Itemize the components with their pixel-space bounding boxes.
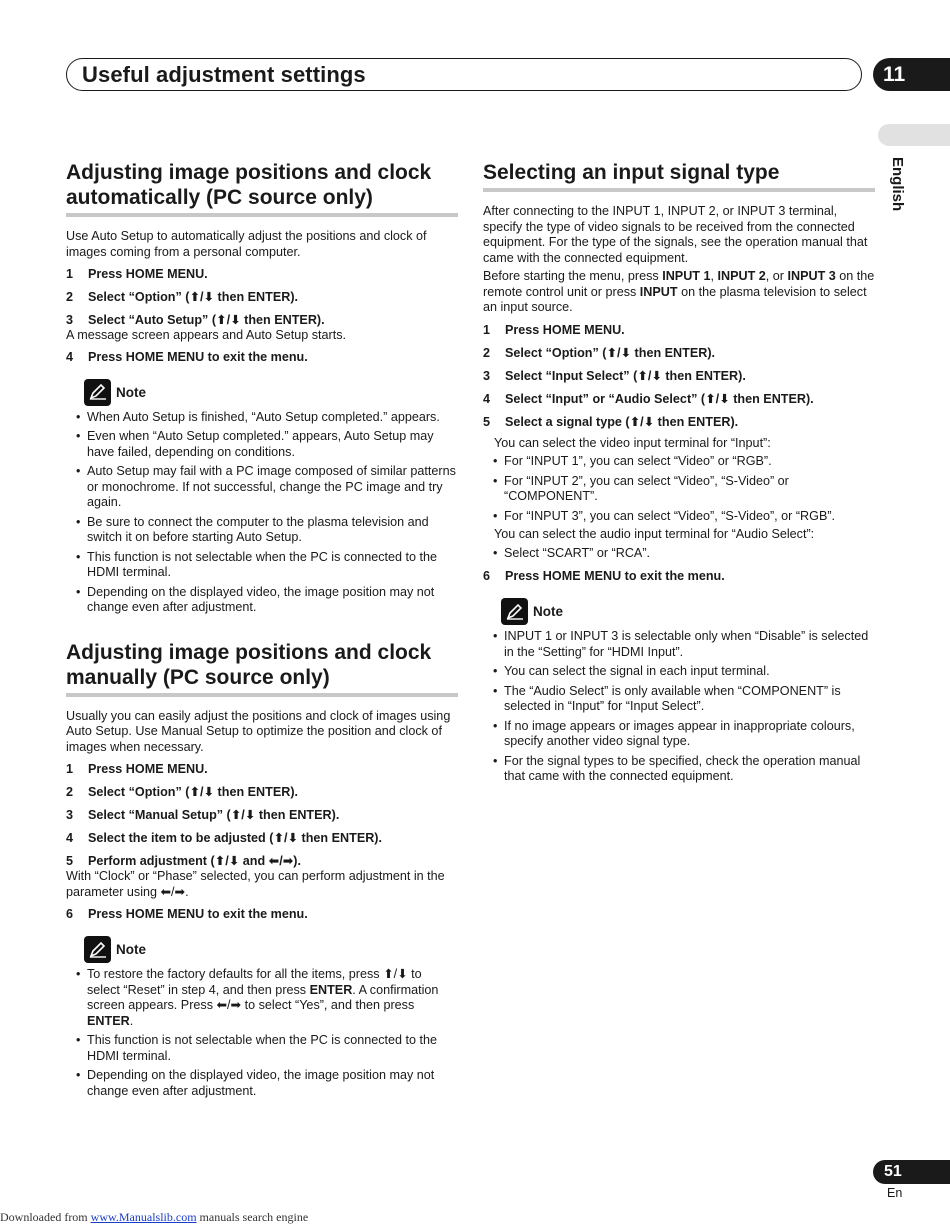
step-item: 5 Select a signal type (⬆/⬇ then ENTER). <box>483 414 739 429</box>
manualslib-link[interactable]: www.Manualslib.com <box>90 1210 197 1224</box>
step-item: 5 Perform adjustment (⬆/⬇ and ⬅/➡). <box>66 854 301 868</box>
step-description: A message screen appears and Auto Setup starts. <box>66 328 347 342</box>
note-block <box>483 598 875 625</box>
list-item: • Be sure to connect the computer to the plasma television and switch it on before starting Auto Setup. <box>66 515 458 546</box>
list-item: • Depending on the displayed video, the image position may not change even after adjustment. <box>66 585 458 616</box>
step-item: 1 Press HOME MENU. <box>66 267 208 281</box>
note-block <box>66 936 458 963</box>
note-block <box>66 379 458 406</box>
step-item: 3 Select “Auto Setup” (⬆/⬇ then ENTER). <box>66 313 325 327</box>
language-tab <box>878 124 950 146</box>
step-item: 6 Press HOME MENU to exit the menu. <box>483 569 725 583</box>
list-item: • To restore the factory defaults for all the items, press ⬆/⬇ to select “Reset” in step 4, and then press ENTER. A confirmation screen appears. Press ⬅/➡ to select “Yes”, and then press ENTER. <box>66 967 458 1029</box>
left-column <box>66 160 458 1099</box>
download-footer: Downloaded from www.Manualslib.com manuals search engine <box>0 1210 309 1224</box>
language-label: English <box>889 157 906 212</box>
list-item: • INPUT 1 or INPUT 3 is selectable only when “Disable” is selected in the “Setting” for “HDMI Input”. <box>483 629 875 660</box>
page-header <box>66 58 862 91</box>
step-list <box>483 323 875 430</box>
step-item: 2 Select “Option” (⬆/⬇ then ENTER). <box>66 290 299 304</box>
list-item: • If no image appears or images appear in inappropriate colours, specify another video signal type. <box>483 719 875 750</box>
page-language: En <box>887 1186 903 1200</box>
section-heading-manual-adjust: Adjusting image positions and clock manually (PC source only) <box>66 640 458 697</box>
section-intro-2: Before starting the menu, press INPUT 1, INPUT 2, or INPUT 3 on the remote control unit or press INPUT on the plasma television to select an input source. <box>483 269 875 314</box>
list-item: • For “INPUT 3”, you can select “Video”, “S-Video”, or “RGB”. <box>483 509 875 525</box>
list-item: • For “INPUT 2”, you can select “Video”, “S-Video” or “COMPONENT”. <box>483 474 875 505</box>
section-intro: Use Auto Setup to automatically adjust the positions and clock of images coming from a personal computer. <box>66 229 427 259</box>
step-item: 1 Press HOME MENU. <box>483 322 625 337</box>
step-item: 1 Press HOME MENU. <box>66 762 208 776</box>
list-item: • Depending on the displayed video, the image position may not change even after adjustment. <box>66 1068 458 1099</box>
list-item: • This function is not selectable when the PC is connected to the HDMI terminal. <box>66 550 458 581</box>
list-item: • You can select the signal in each input terminal. <box>483 664 875 680</box>
list-item: • When Auto Setup is finished, “Auto Setup completed.” appears. <box>66 410 458 426</box>
step-list <box>66 762 458 922</box>
list-item: • Select “SCART” or “RCA”. <box>483 546 875 562</box>
chapter-tab: 11 <box>873 58 950 91</box>
step-item: 3 Select “Input Select” (⬆/⬇ then ENTER). <box>483 368 746 383</box>
step-item: 3 Select “Manual Setup” (⬆/⬇ then ENTER). <box>66 808 340 822</box>
pencil-note-icon <box>84 379 111 406</box>
audio-select-intro: You can select the audio input terminal for “Audio Select”: <box>494 527 815 541</box>
section-intro: Usually you can easily adjust the positions and clock of images using Auto Setup. Use Manual Setup to optimize the position and clock of images when necessary. <box>66 708 451 754</box>
pencil-note-icon <box>501 598 528 625</box>
video-select-intro: You can select the video input terminal for “Input”: <box>494 435 771 450</box>
step-item: 6 Press HOME MENU to exit the menu. <box>66 907 308 921</box>
section-heading-input-signal: Selecting an input signal type <box>483 160 875 192</box>
note-heading: Note <box>501 598 875 625</box>
list-item: • This function is not selectable when the PC is connected to the HDMI terminal. <box>66 1033 458 1064</box>
page-title: Useful adjustment settings <box>82 61 366 87</box>
list-item: • For “INPUT 1”, you can select “Video” or “RGB”. <box>483 454 875 470</box>
step-item: 2 Select “Option” (⬆/⬇ then ENTER). <box>483 345 716 360</box>
step-item: 4 Press HOME MENU to exit the menu. <box>66 349 308 364</box>
audio-options-list <box>483 546 875 562</box>
pencil-note-icon <box>84 936 111 963</box>
note-heading: Note <box>84 936 458 963</box>
step-item: 4 Select the item to be adjusted (⬆/⬇ then ENTER). <box>66 831 383 845</box>
video-options-list <box>483 454 875 524</box>
list-item: • The “Audio Select” is only available when “COMPONENT” is selected in “Input” for “Input Select”. <box>483 684 875 715</box>
step-item: 4 Select “Input” or “Audio Select” (⬆/⬇ then ENTER). <box>483 391 814 406</box>
section-intro: After connecting to the INPUT 1, INPUT 2, or INPUT 3 terminal, specify the type of video signals to be received from the connected equipment. For the type of the signals, see the operation manual that came with the connected equipment. <box>483 204 868 265</box>
note-heading: Note <box>84 379 458 406</box>
step-description: With “Clock” or “Phase” selected, you can perform adjustment in the parameter using ⬅/➡. <box>66 869 445 899</box>
right-column <box>483 160 875 785</box>
note-list <box>66 967 458 1099</box>
note-list <box>66 410 458 616</box>
step-item: 2 Select “Option” (⬆/⬇ then ENTER). <box>66 785 299 799</box>
list-item: • For the signal types to be specified, check the operation manual that came with the connected equipment. <box>483 754 875 785</box>
section-heading-auto-adjust: Adjusting image positions and clock automatically (PC source only) <box>66 160 458 217</box>
note-list <box>483 629 875 785</box>
list-item: • Auto Setup may fail with a PC image composed of similar patterns or monochrome. If not successful, change the PC image and try again. <box>66 464 458 511</box>
step-list <box>66 267 458 365</box>
list-item: • Even when “Auto Setup completed.” appears, Auto Setup may have failed, depending on conditions. <box>66 429 458 460</box>
page-number: 51 <box>873 1160 950 1184</box>
